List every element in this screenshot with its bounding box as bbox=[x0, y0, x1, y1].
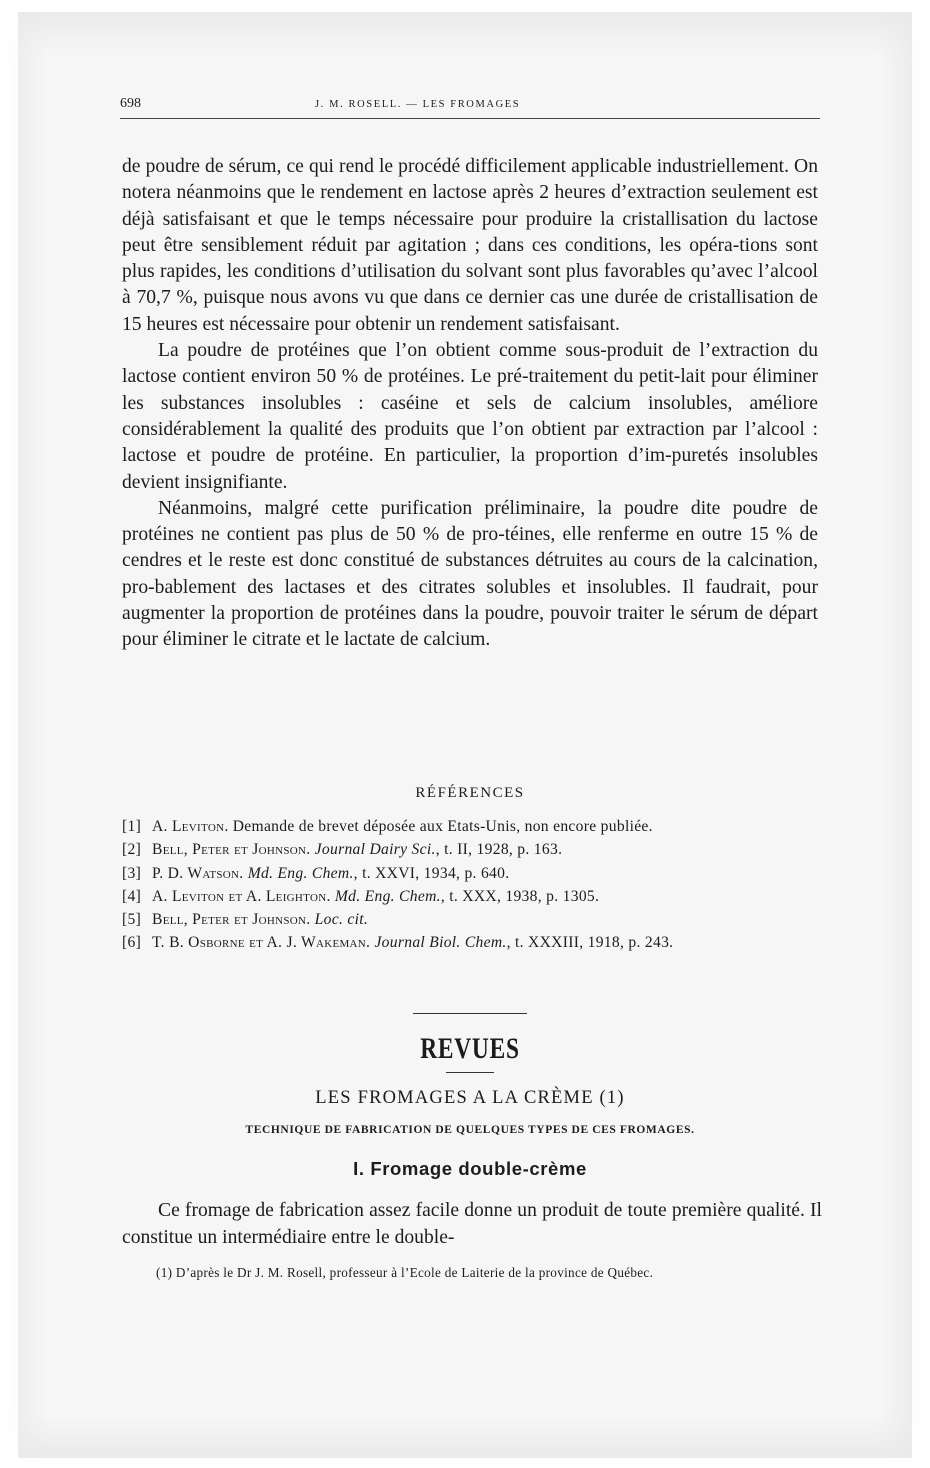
section-title: REVUES bbox=[420, 1032, 520, 1065]
paragraph-1: de poudre de sérum, ce qui rend le procédé difficilement applicable industriellement. On notera néanmoins que le rendement en lactose après 2 heures d’extraction seulement est déjà satisfaisant et que le temps nécessaire pour produire la cristallisation du lactose peut être sensiblement réduit par agitation ; dans ces conditions, les opéra-tions sont plus rapides, les conditions d’utilisation du solvant sont plus favorables qu’avec l’alcool à 70,7 %, puisque nous avons vu que dans ce dernier cas une durée de cristallisation de 15 heures est nécessaire pour obtenir un rendement satisfaisant. bbox=[122, 156, 818, 335]
reference-item: [4] A. Leviton et A. Leighton. Md. Eng. Chem., t. XXX, 1938, p. 1305. bbox=[122, 887, 600, 905]
reference-item: [1] A. Leviton. Demande de brevet déposée aux Etats-Unis, non encore publiée. bbox=[122, 818, 653, 835]
reference-item: [2] Bell, Peter et Johnson. Journal Dairy Sci., t. II, 1928, p. 163. bbox=[122, 841, 563, 859]
page-number: 698 bbox=[120, 96, 141, 111]
paragraph-3: Néanmoins, malgré cette purification préliminaire, la poudre dite poudre de protéines ne contient pas plus de 50 % de pro-téines, elle renferme en outre 15 % de cendres et le reste est donc constitué de substances détruites au cours de la calcination, pro-bablement des lactases et des citrates solubles et insolubles. Il faudrait, pour augmenter la proportion de protéines dans la poudre, pouvoir traiter le sérum de départ pour éliminer le citrate et le lactate de calcium. bbox=[122, 497, 818, 651]
reference-item: [3] P. D. Watson. Md. Eng. Chem., t. XXVI, 1934, p. 640. bbox=[122, 864, 510, 882]
running-title: J. M. ROSELL. — LES FROMAGES bbox=[315, 99, 521, 110]
section-divider bbox=[413, 1013, 527, 1014]
article-title: LES FROMAGES A LA CRÈME (1) bbox=[315, 1088, 625, 1108]
references-title: RÉFÉRENCES bbox=[415, 785, 525, 801]
paragraph-2: La poudre de protéines que l’on obtient comme sous-produit de l’extraction du lactose contient environ 50 % de protéines. Le pré-traitement du petit-lait pour éliminer les substances insolubles : caséine et sels de calcium insolubles, améliore considérablement la qualité des produits que l’on obtient par extraction par l’alcool : lactose et poudre de protéine. En particulier, la proportion d’im-puretés insolubles devient insignifiante. bbox=[122, 340, 818, 493]
article-body bbox=[122, 1197, 822, 1251]
footnote: (1) D’après le Dr J. M. Rosell, professeur à l’Ecole de Laiterie de la province de Québec. bbox=[156, 1265, 654, 1280]
reference-item: [5] Bell, Peter et Johnson. Loc. cit. bbox=[122, 911, 369, 929]
article-paragraph: Ce fromage de fabrication assez facile donne un produit de toute première qualité. Il constitue un intermédiaire entre le double- bbox=[122, 1200, 822, 1248]
body-text bbox=[122, 154, 818, 654]
section-title-underline bbox=[446, 1072, 494, 1073]
article-subtitle: TECHNIQUE DE FABRICATION DE QUELQUES TYPES DE CES FROMAGES. bbox=[245, 1124, 695, 1136]
references-list bbox=[122, 815, 822, 955]
page-header bbox=[120, 96, 820, 119]
subsection-heading: I. Fromage double-crème bbox=[353, 1158, 587, 1179]
reference-item: [6] T. B. Osborne et A. J. Wakeman. Journal Biol. Chem., t. XXXIII, 1918, p. 243. bbox=[122, 934, 674, 952]
